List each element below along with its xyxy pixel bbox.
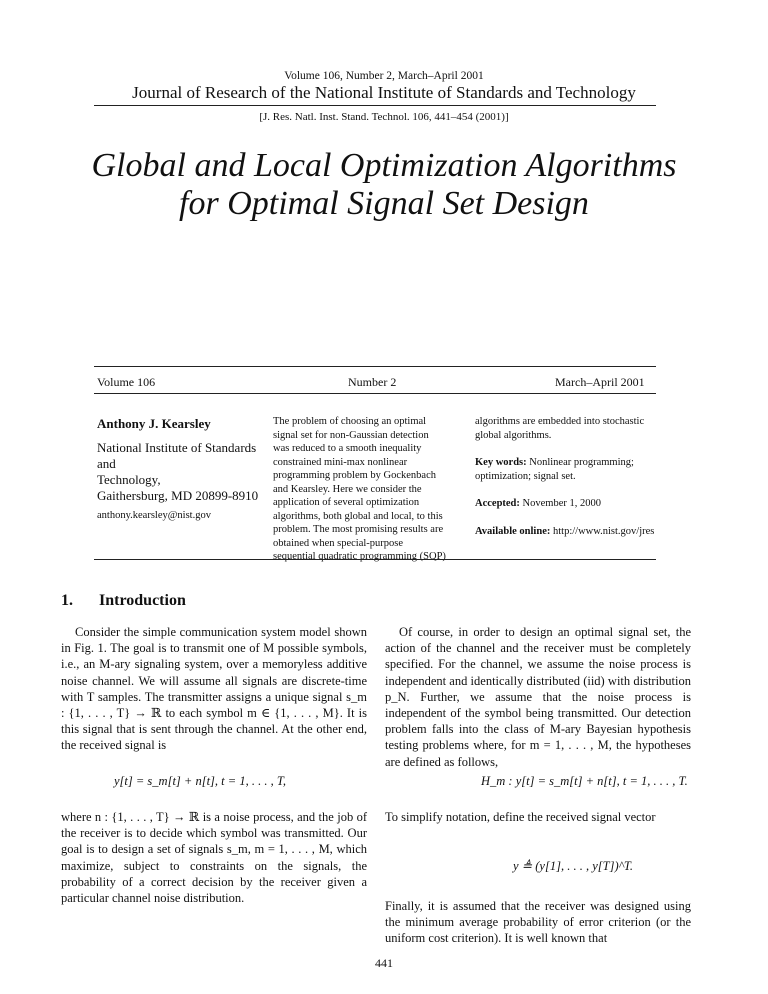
available-value: http://www.nist.gov/jres (552, 525, 655, 537)
keywords-value: Nonlinear programming; optimization; signal set. (475, 457, 634, 482)
affiliation-line-2: Technology, (97, 472, 161, 487)
section-title: Introduction (99, 592, 186, 609)
author-affiliation (97, 440, 267, 504)
affiliation-line-1: National Institute of Standards and (97, 440, 257, 471)
page-number: 441 (375, 956, 393, 970)
journal-name: Journal of Research of the National Institute of Standards and Technology (132, 83, 636, 102)
accepted-value: November 1, 2000 (522, 498, 601, 509)
body-paragraph-2: Of course, in order to design an optimal signal set, the action of the channel and the receiver must be completely specified. For the channel, we assume the noise process is independent and identically distributed (iid) with distribution p_N. Further, we assume that the noise process is independent of the symbol being transmitted. Our detection problem falls into the class of M-ary Bayesian hypothesis testing problems where, for m = 1, . . . , M, the hypotheses are defined as follows, (385, 625, 691, 769)
abstract-part-1: The problem of choosing an optimal signal set for non-Gaussian detection was reduced to a smooth inequality constrained mini-max nonlinear programming problem by Gockenbach and Kearsley. Here we consider the application of several optimization algorithms, both global and local, to this problem. The most promising results are obtained when special-purpose sequential quadratic programming (SQP) (273, 416, 446, 562)
meta-top-rule (94, 366, 656, 367)
abstract-column-2 (475, 415, 657, 538)
equation-received-signal: y[t] = s_m[t] + n[t], t = 1, . . . , T, (114, 774, 286, 788)
keywords (475, 456, 657, 483)
abstract-bottom-rule (94, 559, 656, 560)
affiliation-line-3: Gaithersburg, MD 20899-8910 (97, 488, 259, 503)
body-paragraph-3: where n : {1, . . . , T} → ℝ is a noise process, and the job of the receiver is to decide which symbol was transmitted. Our goal is to design a set of signals s_m, m = 1, . . . , M, which maximize, subject to constraints on the signals, the probability of a correct decision by the receiver given a particular channel noise distribution. (61, 810, 367, 906)
available-online (475, 525, 657, 539)
available-label: Available online: (475, 525, 551, 537)
running-header-volume: Volume 106, Number 2, March–April 2001 (284, 70, 484, 82)
body-paragraph-1: Consider the simple communication system model shown in Fig. 1. The goal is to transmit one of M possible symbols, i.e., an M-ary signaling system, over a memoryless additive noise channel. We will assume all signals are discrete-time with T samples. The transmitter assigns a unique signal s_m : {1, . . . , T} → ℝ to each symbol m ∈ {1, . . . , M}. It is this signal that is sent through the channel. At the other end, the received signal is (61, 625, 367, 753)
title-line-1: Global and Local Optimization Algorithms (91, 147, 677, 184)
meta-bottom-rule (94, 393, 656, 394)
meta-volume: Volume 106 (97, 375, 156, 389)
section-heading (61, 592, 186, 610)
keywords-label: Key words: (475, 457, 527, 468)
meta-date: March–April 2001 (555, 375, 645, 389)
section-number: 1. (61, 592, 73, 609)
citation: [J. Res. Natl. Inst. Stand. Technol. 106, 441–454 (2001)] (259, 111, 509, 123)
accepted (475, 497, 657, 511)
equation-signal-vector: y ≜ (y[1], . . . , y[T])^T. (513, 859, 634, 873)
equation-hypothesis: H_m : y[t] = s_m[t] + n[t], t = 1, . . . , T. (481, 774, 688, 788)
meta-number: Number 2 (348, 375, 397, 389)
author-name: Anthony J. Kearsley (97, 416, 211, 431)
header-rule (94, 105, 656, 106)
body-paragraph-4: To simplify notation, define the received signal vector (385, 810, 656, 824)
accepted-label: Accepted: (475, 498, 520, 509)
paper-title (0, 147, 768, 223)
body-paragraph-5: Finally, it is assumed that the receiver was designed using the minimum average probability of error criterion (or the uniform cost criterion). It is well known that (385, 899, 691, 946)
abstract-part-2: algorithms are embedded into stochastic global algorithms. (475, 416, 645, 441)
author-email: anthony.kearsley@nist.gov (97, 510, 211, 521)
title-line-2: for Optimal Signal Set Design (179, 185, 589, 222)
